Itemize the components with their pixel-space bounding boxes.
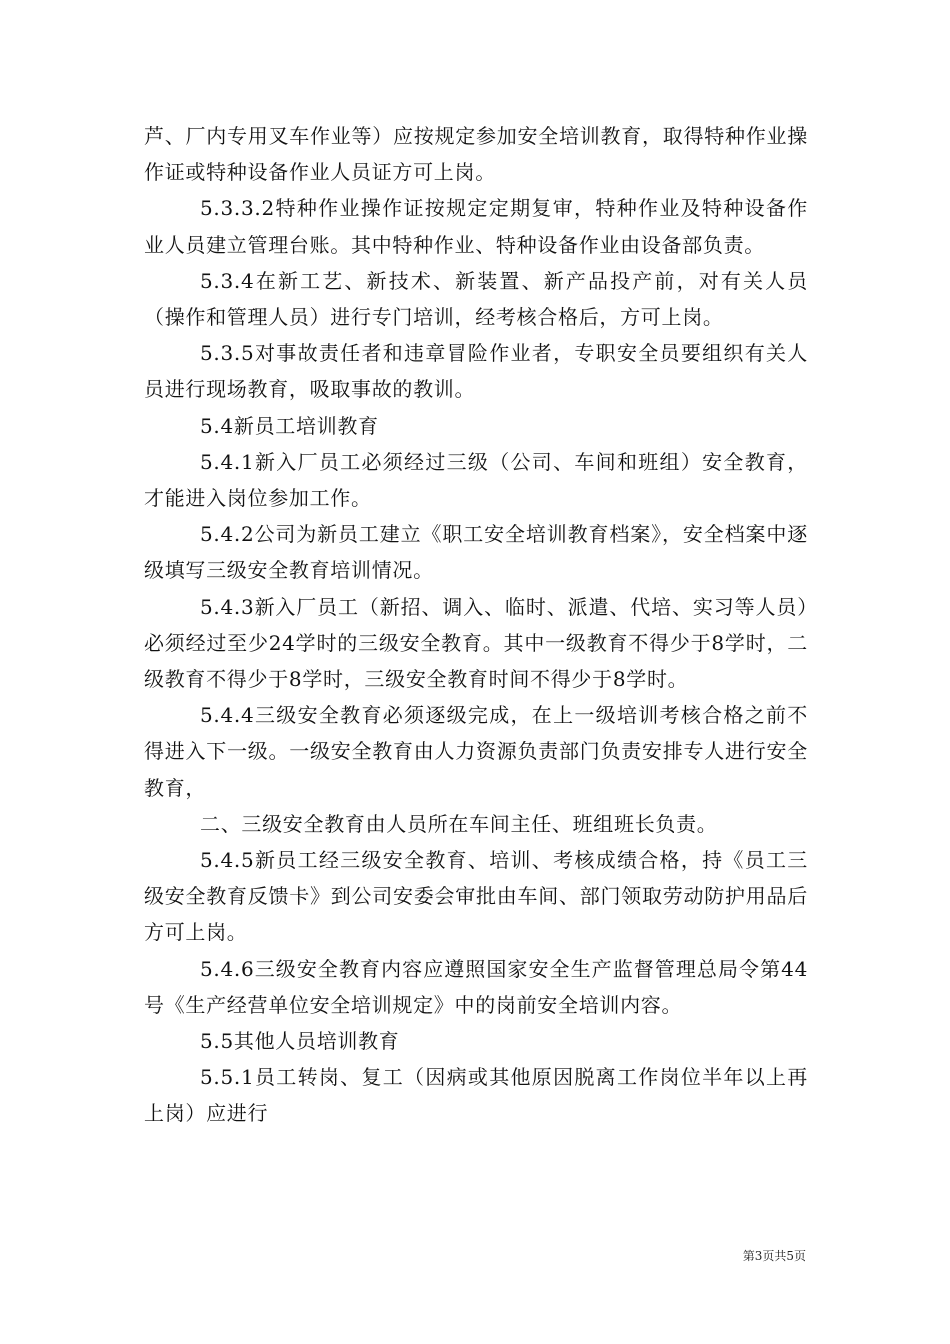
paragraph: 5.5.1员工转岗、复工（因病或其他原因脱离工作岗位半年以上再上岗）应进行: [144, 1065, 808, 1126]
paragraph: 5.4.1新入厂员工必须经过三级（公司、车间和班组）安全教育，才能进入岗位参加工作。: [144, 449, 808, 511]
document-body: [144, 118, 808, 1132]
paragraph: 5.4.6三级安全教育内容应遵照国家安全生产监督管理总局令第44号《生产经营单位安全培训规定》中的岗前安全培训内容。: [144, 956, 808, 1017]
paragraph: 5.3.4在新工艺、新技术、新装置、新产品投产前，对有关人员（操作和管理人员）进行专门培训，经考核合格后，方可上岗。: [144, 268, 808, 330]
page-number-footer: 第3页共5页: [742, 1249, 806, 1263]
paragraph: 芦、厂内专用叉车作业等）应按规定参加安全培训教育，取得特种作业操作证或特种设备作业人员证方可上岗。: [144, 124, 808, 185]
section-heading: 5.4新员工培训教育: [200, 413, 379, 438]
paragraph: 二、三级安全教育由人员所在车间主任、班组班长负责。: [200, 811, 718, 836]
section-heading: 5.5其他人员培训教育: [200, 1029, 400, 1054]
paragraph: 5.4.3新入厂员工（新招、调入、临时、派遣、代培、实习等人员）必须经过至少24学时的三级安全教育。其中一级教育不得少于8学时，二级教育不得少于8学时，三级安全教育时间不得少于8学时。: [144, 594, 808, 692]
paragraph: 5.4.4三级安全教育必须逐级完成，在上一级培训考核合格之前不得进入下一级。一级安全教育由人力资源负责部门负责安排专人进行安全教育，: [144, 703, 808, 800]
paragraph: 5.3.5对事故责任者和违章冒险作业者，专职安全员要组织有关人员进行现场教育，吸取事故的教训。: [144, 341, 808, 402]
paragraph: 5.3.3.2特种作业操作证按规定定期复审，特种作业及特种设备作业人员建立管理台账。其中特种作业、特种设备作业由设备部负责。: [144, 196, 808, 257]
paragraph: 5.4.2公司为新员工建立《职工安全培训教育档案》，安全档案中逐级填写三级安全教育培训情况。: [144, 522, 808, 583]
paragraph: 5.4.5新员工经三级安全教育、培训、考核成绩合格，持《员工三级安全教育反馈卡》到公司安委会审批由车间、部门领取劳动防护用品后方可上岗。: [144, 848, 808, 945]
